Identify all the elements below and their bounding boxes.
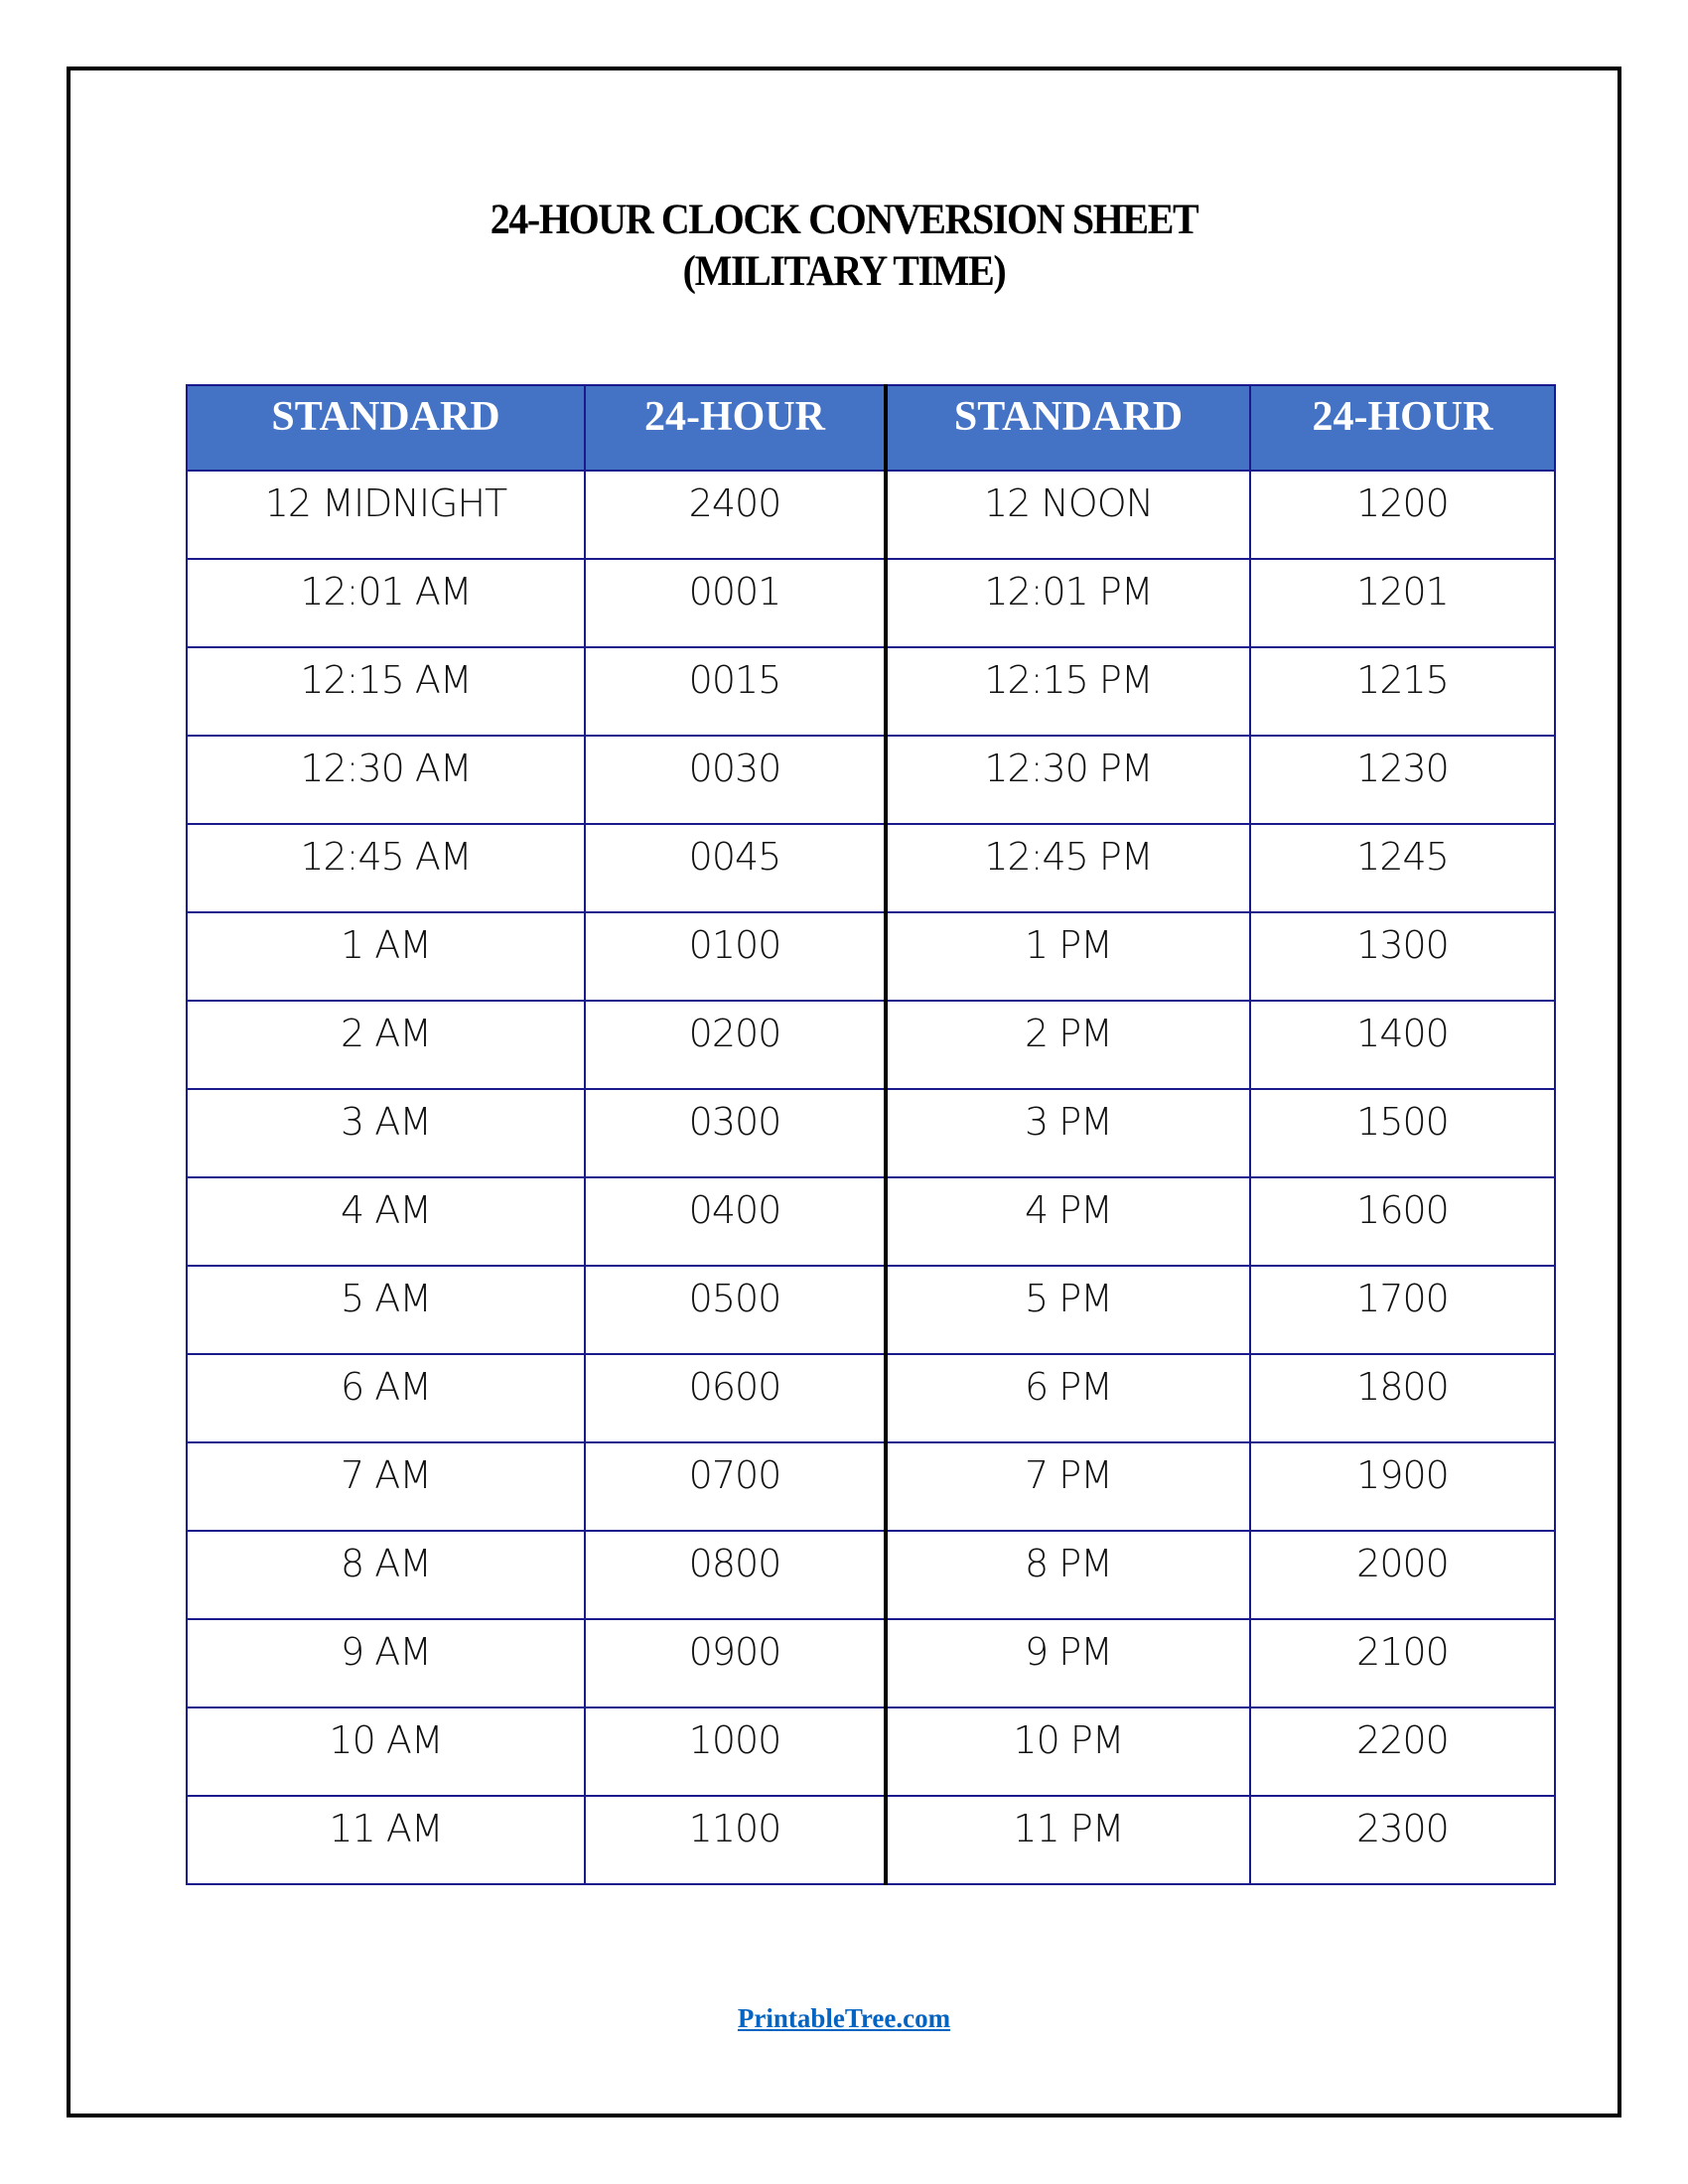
table-row — [187, 1266, 1555, 1354]
table-row — [187, 912, 1555, 1001]
24hour-pm-cell: 1700 — [1250, 1266, 1555, 1354]
table-row — [187, 471, 1555, 559]
24hour-am-cell: 1000 — [585, 1707, 886, 1796]
24hour-pm-cell: 1500 — [1250, 1089, 1555, 1177]
table-row — [187, 559, 1555, 647]
table-body — [187, 471, 1555, 1884]
24hour-pm-cell: 1201 — [1250, 559, 1555, 647]
conversion-table — [186, 384, 1556, 1885]
standard-pm-cell: 9 PM — [886, 1619, 1250, 1707]
24hour-am-cell: 0045 — [585, 824, 886, 912]
standard-pm-cell: 6 PM — [886, 1354, 1250, 1442]
standard-am-cell: 12:01 AM — [187, 559, 585, 647]
standard-pm-cell: 8 PM — [886, 1531, 1250, 1619]
24hour-pm-cell: 2300 — [1250, 1796, 1555, 1884]
24hour-pm-cell: 1200 — [1250, 471, 1555, 559]
24hour-am-cell: 2400 — [585, 471, 886, 559]
24hour-am-cell: 0300 — [585, 1089, 886, 1177]
standard-pm-cell: 5 PM — [886, 1266, 1250, 1354]
24hour-am-cell: 0500 — [585, 1266, 886, 1354]
title-line-1: 24-HOUR CLOCK CONVERSION SHEET — [490, 197, 1198, 243]
standard-pm-cell: 7 PM — [886, 1442, 1250, 1531]
24hour-am-cell: 0600 — [585, 1354, 886, 1442]
table-row — [187, 647, 1555, 736]
standard-am-cell: 2 AM — [187, 1001, 585, 1089]
table-row — [187, 1354, 1555, 1442]
standard-am-cell: 5 AM — [187, 1266, 585, 1354]
24hour-pm-cell: 1215 — [1250, 647, 1555, 736]
page-title — [60, 195, 1629, 298]
standard-pm-cell: 12 NOON — [886, 471, 1250, 559]
table-row — [187, 824, 1555, 912]
table-row — [187, 1531, 1555, 1619]
standard-am-cell: 12 MIDNIGHT — [187, 471, 585, 559]
header-standard-pm: STANDARD — [886, 385, 1250, 471]
standard-pm-cell: 3 PM — [886, 1089, 1250, 1177]
standard-am-cell: 6 AM — [187, 1354, 585, 1442]
standard-am-cell: 9 AM — [187, 1619, 585, 1707]
standard-pm-cell: 12:01 PM — [886, 559, 1250, 647]
header-standard-am: STANDARD — [187, 385, 585, 471]
table-row — [187, 1442, 1555, 1531]
24hour-am-cell: 0200 — [585, 1001, 886, 1089]
24hour-pm-cell: 2100 — [1250, 1619, 1555, 1707]
24hour-pm-cell: 1900 — [1250, 1442, 1555, 1531]
24hour-pm-cell: 1230 — [1250, 736, 1555, 824]
standard-pm-cell: 4 PM — [886, 1177, 1250, 1266]
standard-pm-cell: 12:45 PM — [886, 824, 1250, 912]
standard-pm-cell: 12:30 PM — [886, 736, 1250, 824]
table-row — [187, 1089, 1555, 1177]
standard-am-cell: 8 AM — [187, 1531, 585, 1619]
24hour-am-cell: 0700 — [585, 1442, 886, 1531]
header-24hour-am: 24-HOUR — [585, 385, 886, 471]
standard-pm-cell: 12:15 PM — [886, 647, 1250, 736]
table-row — [187, 736, 1555, 824]
24hour-am-cell: 0900 — [585, 1619, 886, 1707]
table-row — [187, 1707, 1555, 1796]
standard-pm-cell: 2 PM — [886, 1001, 1250, 1089]
table-row — [187, 1177, 1555, 1266]
24hour-pm-cell: 1300 — [1250, 912, 1555, 1001]
24hour-pm-cell: 2200 — [1250, 1707, 1555, 1796]
standard-am-cell: 4 AM — [187, 1177, 585, 1266]
standard-am-cell: 1 AM — [187, 912, 585, 1001]
standard-pm-cell: 10 PM — [886, 1707, 1250, 1796]
24hour-am-cell: 0800 — [585, 1531, 886, 1619]
table-row — [187, 1796, 1555, 1884]
24hour-am-cell: 0030 — [585, 736, 886, 824]
24hour-pm-cell: 2000 — [1250, 1531, 1555, 1619]
standard-am-cell: 12:30 AM — [187, 736, 585, 824]
24hour-pm-cell: 1800 — [1250, 1354, 1555, 1442]
standard-pm-cell: 11 PM — [886, 1796, 1250, 1884]
standard-am-cell: 10 AM — [187, 1707, 585, 1796]
24hour-am-cell: 0400 — [585, 1177, 886, 1266]
24hour-am-cell: 0015 — [585, 647, 886, 736]
standard-am-cell: 11 AM — [187, 1796, 585, 1884]
standard-am-cell: 12:15 AM — [187, 647, 585, 736]
standard-am-cell: 3 AM — [187, 1089, 585, 1177]
24hour-pm-cell: 1600 — [1250, 1177, 1555, 1266]
standard-am-cell: 12:45 AM — [187, 824, 585, 912]
header-24hour-pm: 24-HOUR — [1250, 385, 1555, 471]
standard-pm-cell: 1 PM — [886, 912, 1250, 1001]
24hour-am-cell: 1100 — [585, 1796, 886, 1884]
table-row — [187, 1001, 1555, 1089]
24hour-am-cell: 0001 — [585, 559, 886, 647]
24hour-pm-cell: 1245 — [1250, 824, 1555, 912]
title-line-2: (MILITARY TIME) — [682, 248, 1006, 295]
24hour-pm-cell: 1400 — [1250, 1001, 1555, 1089]
printabletree-link[interactable]: PrintableTree.com — [737, 2003, 951, 2033]
table-row — [187, 1619, 1555, 1707]
footer — [0, 2003, 1688, 2034]
header-row — [187, 385, 1555, 471]
standard-am-cell: 7 AM — [187, 1442, 585, 1531]
24hour-am-cell: 0100 — [585, 912, 886, 1001]
